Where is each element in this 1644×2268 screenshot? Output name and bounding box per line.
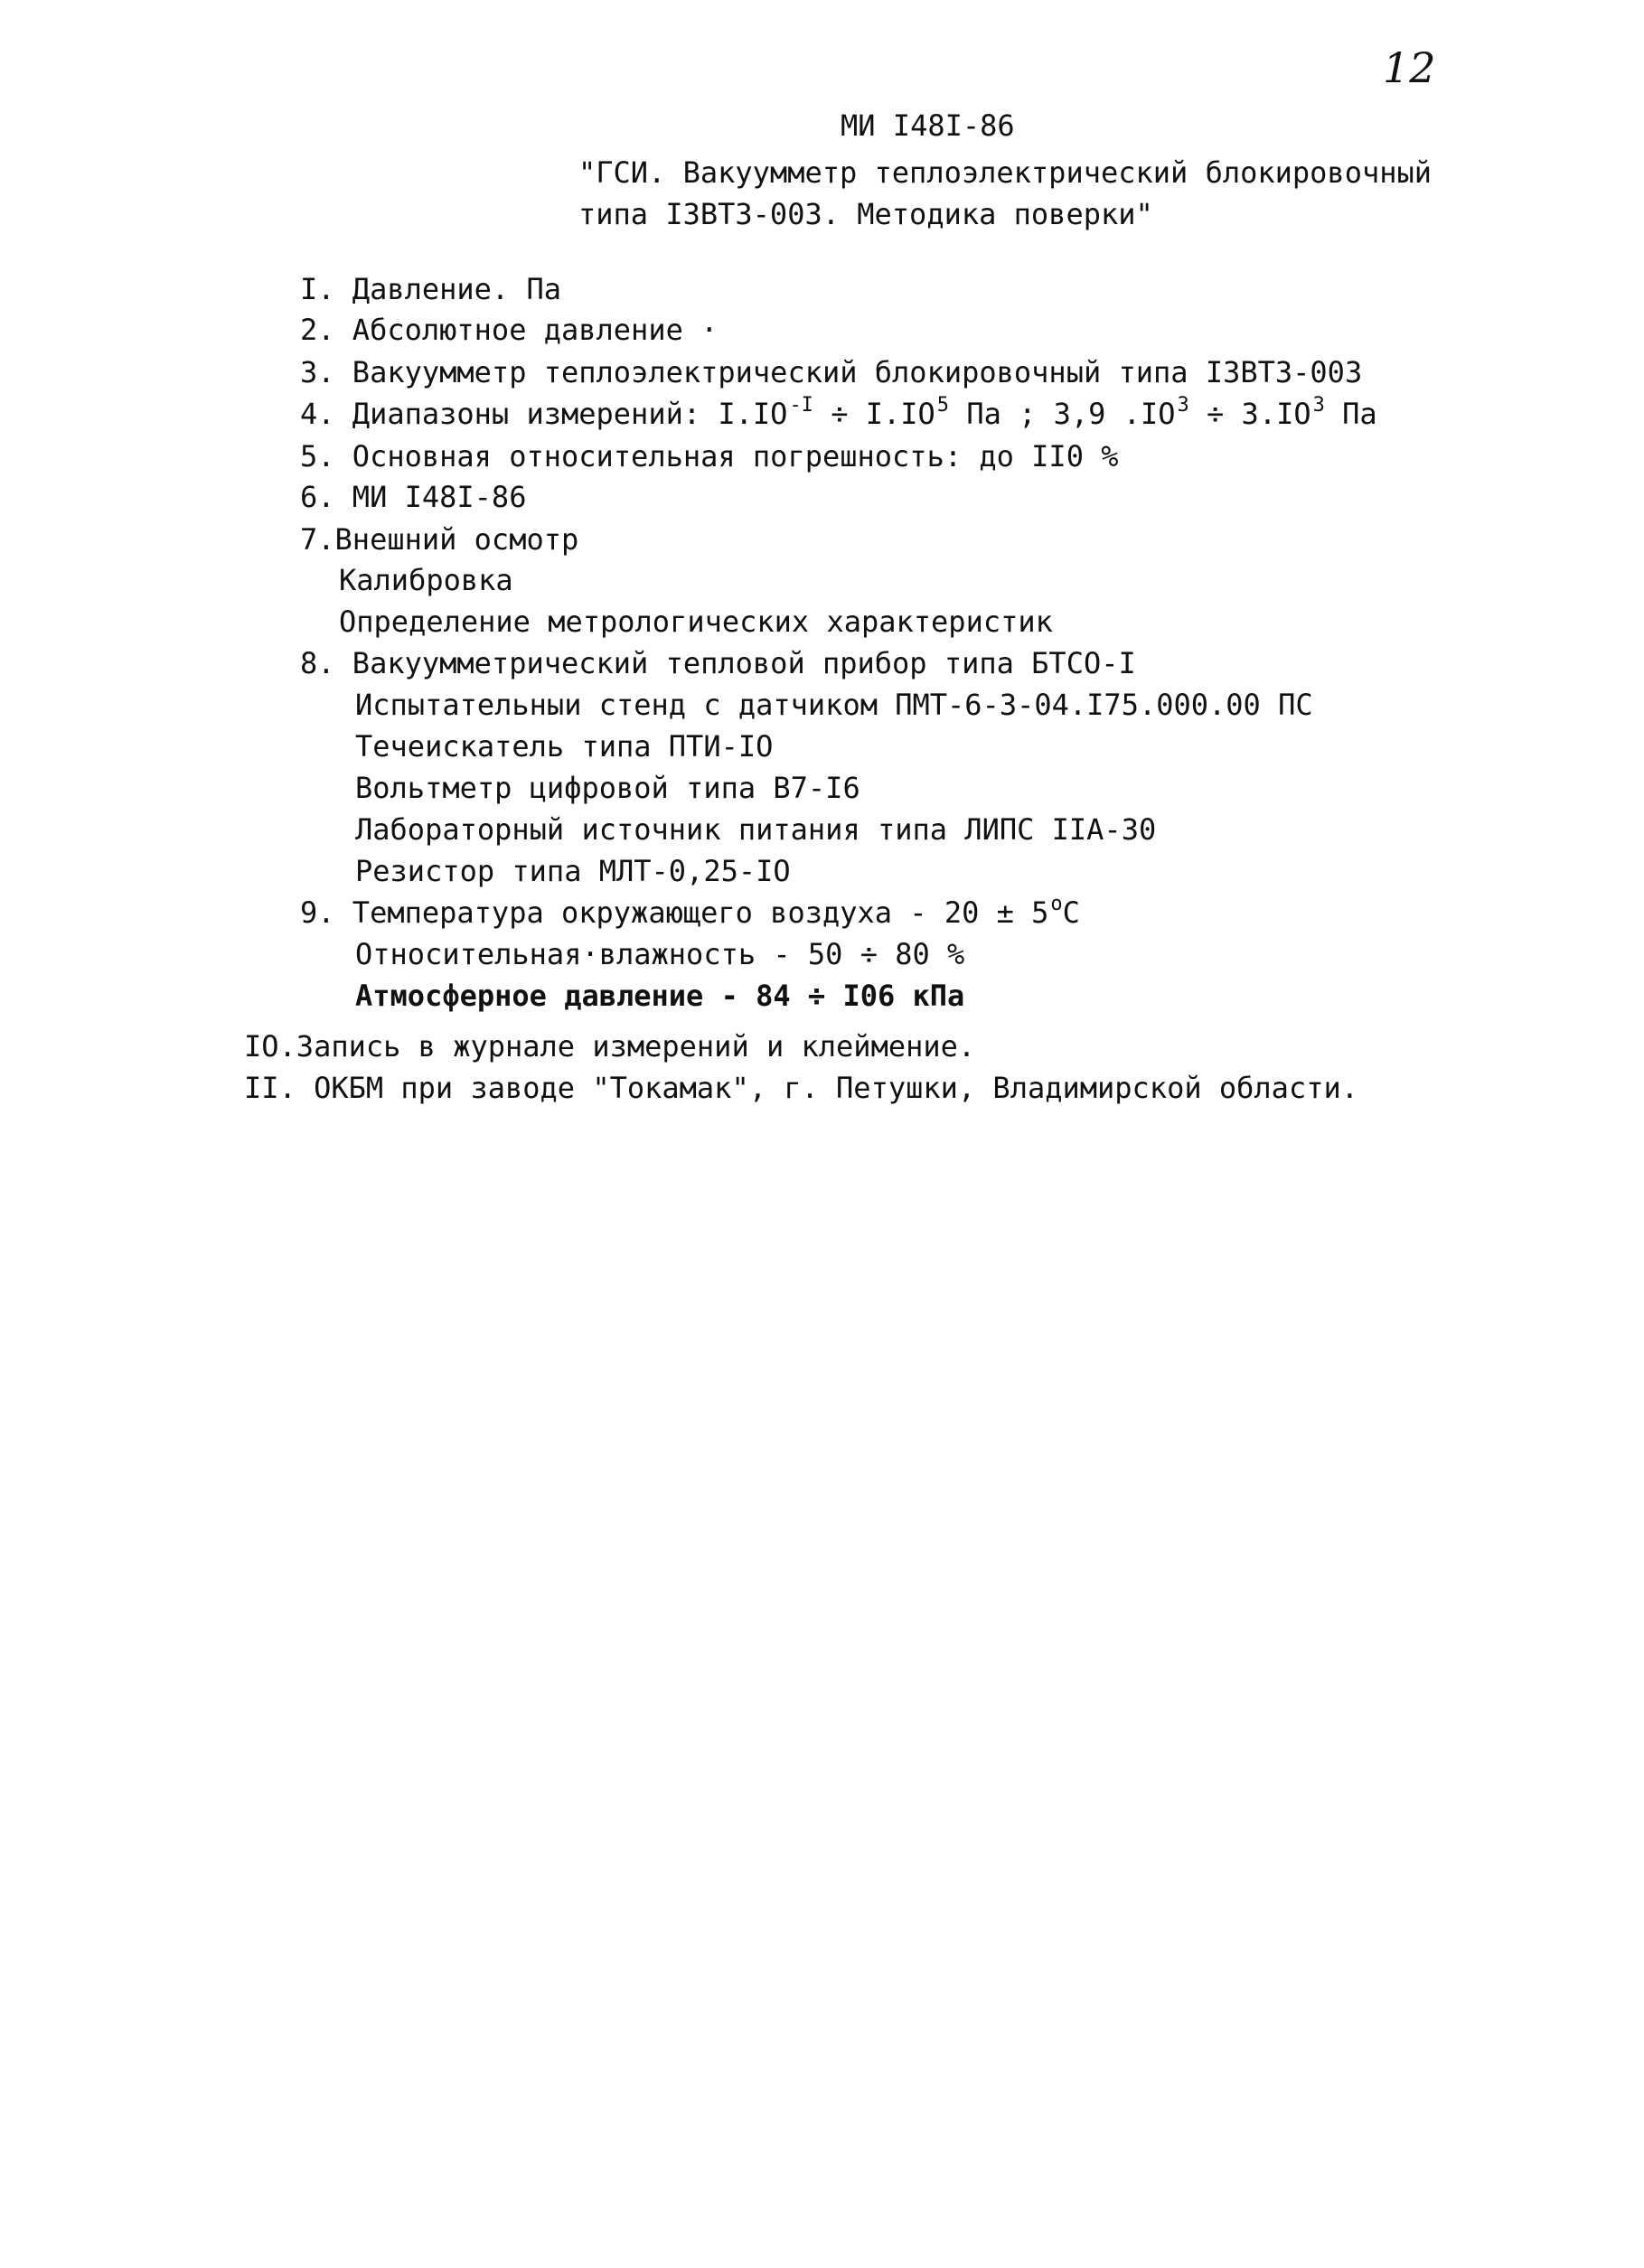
item-8: 8. Вакуумметрический тепловой прибор типа БТСО-I bbox=[300, 646, 1136, 680]
item-4-mid-2: Па ; 3,9 .IO bbox=[949, 397, 1176, 431]
item-8-test-stand: Испытательныи стенд с датчиком ПМТ-6-3-04.I75.000.00 ПС bbox=[355, 688, 1313, 722]
item-7-metrology: Определение метрологических характеристик bbox=[339, 604, 1053, 639]
item-7-calibration: Калибровка bbox=[339, 563, 513, 597]
item-9 bbox=[300, 895, 1080, 935]
item-4 bbox=[300, 396, 1377, 436]
item-4-suffix: Па bbox=[1324, 397, 1377, 431]
item-2: 2. Абсолютное давление · bbox=[300, 313, 719, 347]
item-3: 3. Вакуумметр теплоэлектрический блокировочный типа I3ВТ3-003 bbox=[300, 355, 1363, 389]
item-4-exp-4: 3 bbox=[1312, 394, 1325, 417]
item-8-leak-detector: Течеискатель типа ПТИ-IO bbox=[355, 729, 774, 764]
item-8-power-source: Лабораторный источник питания типа ЛИПС IIА-30 bbox=[355, 812, 1157, 847]
item-5: 5. Основная относительная погрешность: до II0 % bbox=[300, 439, 1119, 473]
item-4-exp-3: 3 bbox=[1177, 394, 1189, 417]
item-9-humidity: Относительная·влажность - 50 ÷ 80 % bbox=[355, 937, 965, 971]
item-11: II. ОКБМ при заводе "Токамак", г. Петушки, Владимирской области. bbox=[244, 1071, 1358, 1105]
item-4-mid-1: ÷ I.IO bbox=[813, 397, 935, 431]
item-6: 6. МИ I48I-86 bbox=[300, 480, 527, 514]
item-10: IO.Запись в журнале измерений и клеймение. bbox=[244, 1029, 976, 1064]
document-title bbox=[578, 152, 1432, 235]
page-number: 12 bbox=[1383, 43, 1436, 92]
item-4-mid-3: ÷ 3.IO bbox=[1188, 397, 1311, 431]
item-9-prefix: 9. Температура окружающего воздуха - 20 ± 5 bbox=[300, 895, 1049, 930]
item-8-resistor: Резистор типа МЛТ-0,25-IO bbox=[355, 854, 791, 888]
document-title-line-1: "ГСИ. Вакуумметр теплоэлектрический блокировочный bbox=[578, 155, 1433, 190]
item-1: I. Давление. Па bbox=[300, 272, 561, 306]
item-4-exp-1: -I bbox=[789, 394, 813, 417]
document-code: МИ I48I-86 bbox=[841, 108, 1015, 143]
item-8-voltmeter: Вольтметр цифровой типа В7-I6 bbox=[355, 771, 860, 805]
item-4-prefix: 4. Диапазоны измерений: I.IO bbox=[300, 397, 788, 431]
document-title-line-2: типа I3ВТ3-003. Методика поверки" bbox=[578, 197, 1153, 231]
item-7: 7.Внешний осмотр bbox=[300, 522, 579, 557]
item-9-suffix: С bbox=[1062, 895, 1080, 930]
item-4-exp-2: 5 bbox=[936, 394, 950, 417]
item-9-degree: о bbox=[1050, 893, 1063, 915]
item-9-pressure: Атмосферное давление - 84 ÷ I06 кПа bbox=[355, 979, 965, 1013]
